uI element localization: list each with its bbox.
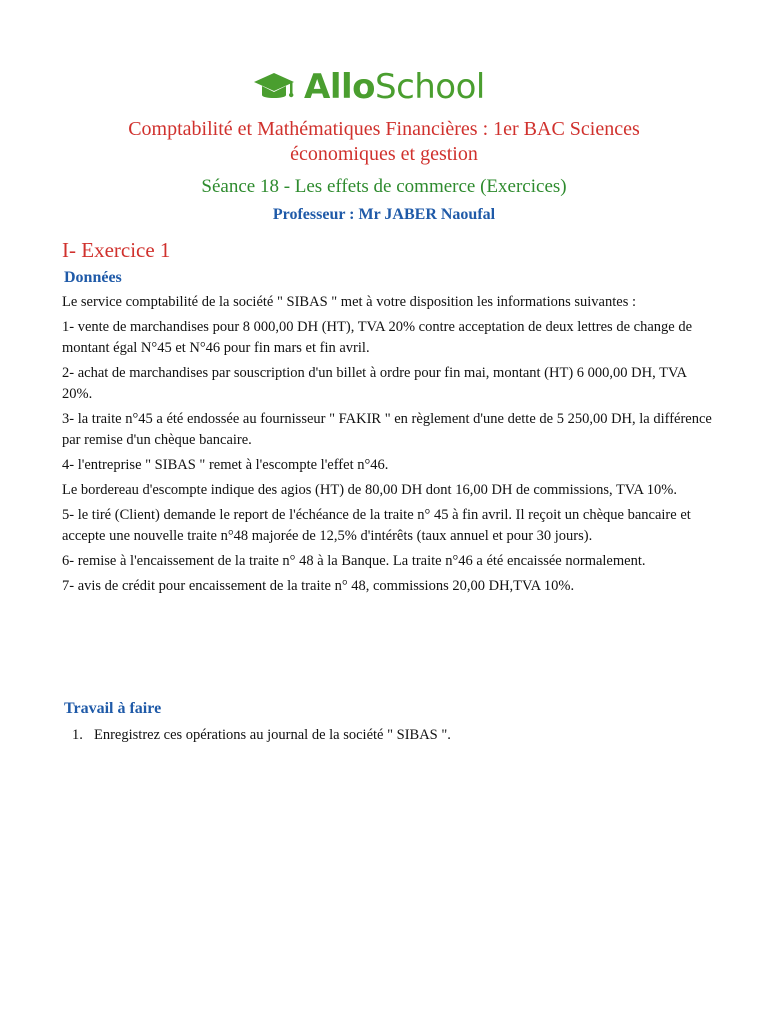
course-title-line-2: économiques et gestion: [290, 143, 478, 165]
paragraph-operation-7: 7- avis de crédit pour encaissement de la traite n° 48, commissions 20,00 DH,TVA 10%.: [62, 578, 575, 594]
task-text: Enregistrez ces opérations au journal de la société " SIBAS ".: [94, 727, 451, 743]
list-item: [72, 725, 712, 746]
brand-name-light: School: [374, 67, 485, 107]
graduation-cap-icon: [252, 67, 296, 107]
exercise-title: I- Exercice 1: [62, 238, 171, 262]
paragraph-operation-2: 2- achat de marchandises par souscription d'un billet à ordre pour fin mai, montant (HT) 6 000,00 DH, TVA 20%.: [62, 365, 687, 402]
paragraph-operation-5: 5- le tiré (Client) demande le report de l'échéance de la traite n° 45 à fin avril. Il reçoit un chèque bancaire et accepte une nouvelle traite n°48 majorée de 12,5% d'intérêts (taux annuel et pour 30 jours).: [62, 507, 691, 544]
course-title-line-1: Comptabilité et Mathématiques Financières : 1er BAC Sciences: [128, 118, 640, 140]
professor-name: Professeur : Mr JABER Naoufal: [272, 206, 496, 223]
course-title: [40, 117, 728, 167]
travail-heading: Travail à faire: [64, 700, 162, 717]
paragraph-operation-3: 3- la traite n°45 a été endossée au fournisseur " FAKIR " en règlement d'une dette de 5 250,00 DH, la différence par remise d'un chèque bancaire.: [62, 411, 712, 448]
paragraph-intro: Le service comptabilité de la société " SIBAS " met à votre disposition les informations suivantes :: [62, 294, 636, 310]
paragraph-bordereau: Le bordereau d'escompte indique des agios (HT) de 80,00 DH dont 16,00 DH de commissions, TVA 10%.: [62, 482, 678, 498]
brand-name-bold: Allo: [304, 67, 375, 107]
paragraph-operation-4: 4- l'entreprise " SIBAS " remet à l'escompte l'effet n°46.: [62, 457, 389, 473]
session-title: Séance 18 - Les effets de commerce (Exercices): [201, 176, 567, 197]
paragraph-operation-1: 1- vente de marchandises pour 8 000,00 DH (HT), TVA 20% contre acceptation de deux lettres de change de montant égal N°45 et N°46 pour fin mars et fin avril.: [62, 319, 693, 356]
task-list: [72, 725, 712, 746]
alloschool-logo[interactable]: [252, 64, 485, 110]
donnees-heading: Données: [64, 269, 122, 286]
exercise-statement: [62, 292, 712, 601]
task-number: 1.: [72, 727, 83, 743]
brand-name: [304, 67, 485, 107]
paragraph-operation-6: 6- remise à l'encaissement de la traite n° 48 à la Banque. La traite n°46 a été encaissée normalement.: [62, 553, 646, 569]
